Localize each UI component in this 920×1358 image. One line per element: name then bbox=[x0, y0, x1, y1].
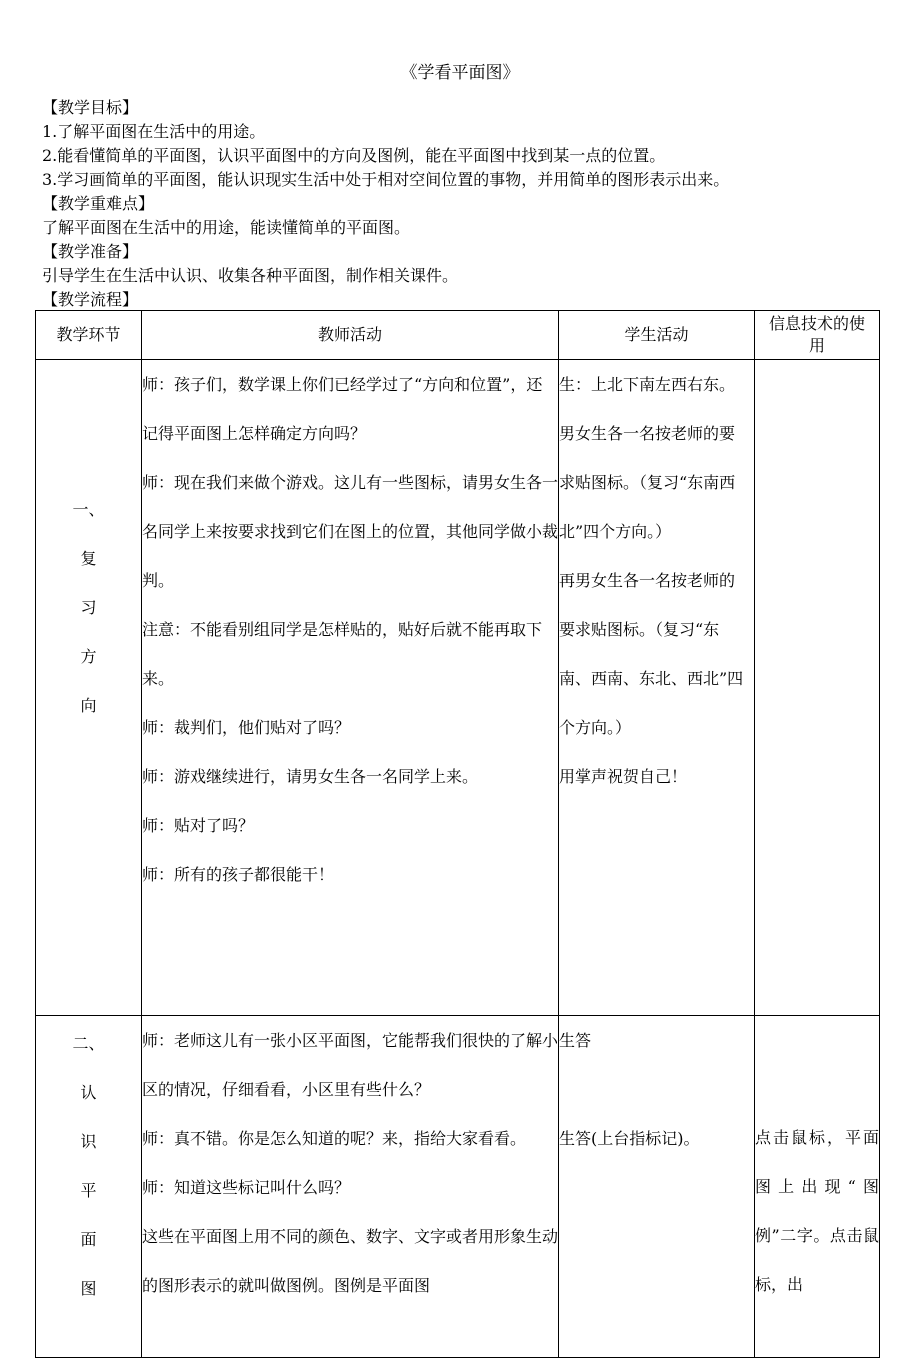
header-teacher: 教师活动 bbox=[142, 311, 559, 360]
teacher-activity-cell: 师：孩子们，数学课上你们已经学过了“方向和位置”，还记得平面图上怎样确定方向吗？ 师：现在我们来做个游戏。这儿有一些图标，请男女生各一名同学上来按要求找到它们在图上的位置，其他同学做小裁判。 注意：不能看别组同学是怎样贴的，贴好后就不能再取下来。 师：裁判们，他们贴对了吗？ 师：游戏继续进行，请男女生各一名同学上来。 师：贴对了吗？ 师：所有的孩子都很能干！ bbox=[142, 360, 559, 1016]
key-heading: 【教学重难点】 bbox=[42, 194, 155, 213]
table-row bbox=[36, 1016, 880, 1358]
table-row bbox=[36, 360, 880, 1016]
prep-heading: 【教学准备】 bbox=[42, 242, 139, 261]
student-activity-cell: 生：上北下南左西右东。 男女生各一名按老师的要求贴图标。（复习“东南西北”四个方向。） 再男女生各一名按老师的要求贴图标。（复习“东南、西南、东北、西北”四个方向。） 用掌声祝贺自己！ bbox=[559, 360, 755, 1016]
flow-heading: 【教学流程】 bbox=[42, 290, 139, 309]
goal-item: 3.学习画简单的平面图，能认识现实生活中处于相对空间位置的事物，并用简单的图形表示出来。 bbox=[42, 170, 730, 189]
teaching-flow-table bbox=[35, 310, 880, 1358]
student-activity-cell: 生答 生答(上台指标记)。 bbox=[559, 1016, 755, 1358]
prep-text: 引导学生在生活中认识、收集各种平面图，制作相关课件。 bbox=[42, 266, 459, 285]
document-title: 《学看平面图》 bbox=[400, 63, 520, 83]
teacher-activity-cell: 师：老师这儿有一张小区平面图，它能帮我们很快的了解小区的情况，仔细看看，小区里有些什么？ 师：真不错。你是怎么知道的呢？来，指给大家看看。 师：知道这些标记叫什么吗？ 这些在平面图上用不同的颜色、数字、文字或者用形象生动的图形表示的就叫做图例。图例是平面图 bbox=[142, 1016, 559, 1358]
header-info-tech: 信息技术的使用 bbox=[755, 311, 880, 360]
stage-cell: 二、 认 识 平 面 图 bbox=[36, 1016, 142, 1358]
goal-item: 1.了解平面图在生活中的用途。 bbox=[42, 122, 266, 141]
info-tech-cell: 点击鼠标，平面图上出现“图例”二字。点击鼠标，出 bbox=[755, 1016, 880, 1358]
header-student: 学生活动 bbox=[559, 311, 755, 360]
lesson-intro bbox=[42, 96, 892, 312]
goals-heading: 【教学目标】 bbox=[42, 98, 139, 117]
key-text: 了解平面图在生活中的用途，能读懂简单的平面图。 bbox=[42, 218, 411, 237]
stage-cell: 一、 复 习 方 向 bbox=[36, 360, 142, 1016]
header-stage: 教学环节 bbox=[36, 311, 142, 360]
goal-item: 2.能看懂简单的平面图，认识平面图中的方向及图例，能在平面图中找到某一点的位置。 bbox=[42, 146, 666, 165]
table-header-row bbox=[36, 311, 880, 360]
info-tech-cell bbox=[755, 360, 880, 1016]
